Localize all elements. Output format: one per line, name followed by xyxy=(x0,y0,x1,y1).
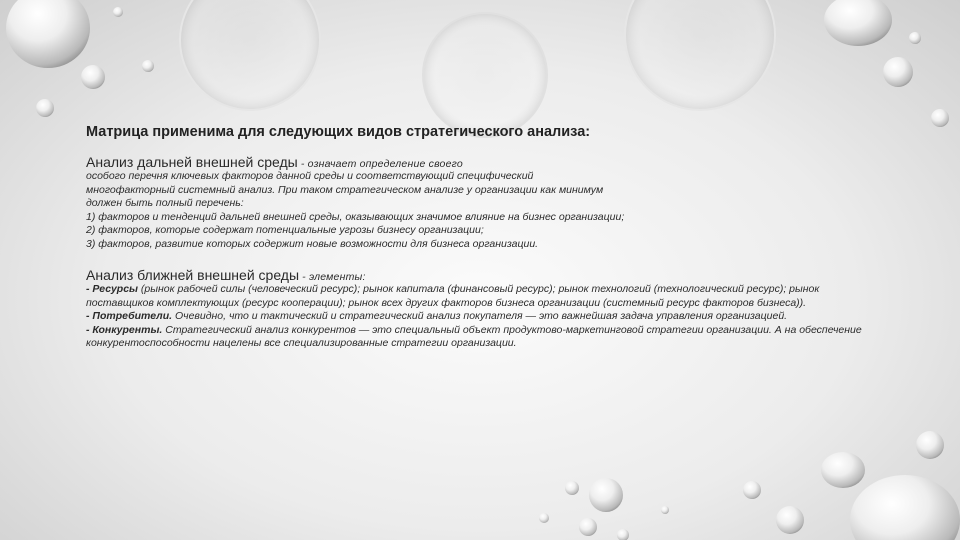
list-item: 2) факторов, которые содержат потенциальные угрозы бизнесу организации; xyxy=(86,224,484,236)
list-item: 3) факторов, развитие которых содержит новые возможности для бизнеса организации. xyxy=(86,237,539,250)
section-title xyxy=(86,267,886,283)
section-body xyxy=(86,283,886,351)
item-text: (рынок рабочей силы (человеческий ресурс); рынок капитала (финансовый ресурс); рынок технологий (технологический ресурс); рынок поставщиков комплектующих (ресурс кооперации); рынок всех других факторов бизнеса организации (системный ресурс факторов бизнеса)). xyxy=(86,283,820,309)
item-text: Очевидно, что и тактический и стратегический анализ покупателя — это важнейшая задача управления организацией. xyxy=(172,310,788,322)
section-title-text: Анализ ближней внешней среды xyxy=(86,267,300,283)
item-term: - Конкуренты. xyxy=(86,323,163,336)
list-item xyxy=(86,310,886,324)
item-text: Стратегический анализ конкурентов — это специальный объект продуктово-маркетинговой стратегии организации. А на обеспечение конкурентоспособности нацелены все специализированные стратегии организации. xyxy=(86,323,862,349)
section-definition: - элементы: xyxy=(299,271,366,283)
section-title-text: Анализ дальней внешней среды xyxy=(86,154,298,170)
list-item xyxy=(86,324,886,351)
section-far-environment xyxy=(86,154,886,251)
section-definition: - означает определение своего xyxy=(297,158,463,170)
body-line: должен быть полный перечень: xyxy=(86,197,244,209)
slide-content xyxy=(86,124,886,351)
item-term: - Ресурсы xyxy=(86,283,139,295)
item-term: - Потребители. xyxy=(86,310,173,322)
body-line: особого перечня ключевых факторов данной среды и соответствующий специфический xyxy=(86,170,534,182)
slide-heading: Матрица применима для следующих видов стратегического анализа: xyxy=(86,124,591,140)
list-item xyxy=(86,283,886,310)
section-title xyxy=(86,154,886,170)
section-near-environment xyxy=(86,267,886,351)
body-line: многофакторный системный анализ. При таком стратегическом анализе у организации как минимум xyxy=(86,183,604,196)
section-body xyxy=(86,170,886,251)
list-item: 1) факторов и тенденций дальней внешней среды, оказывающих значимое влияние на бизнес организации; xyxy=(86,210,625,223)
